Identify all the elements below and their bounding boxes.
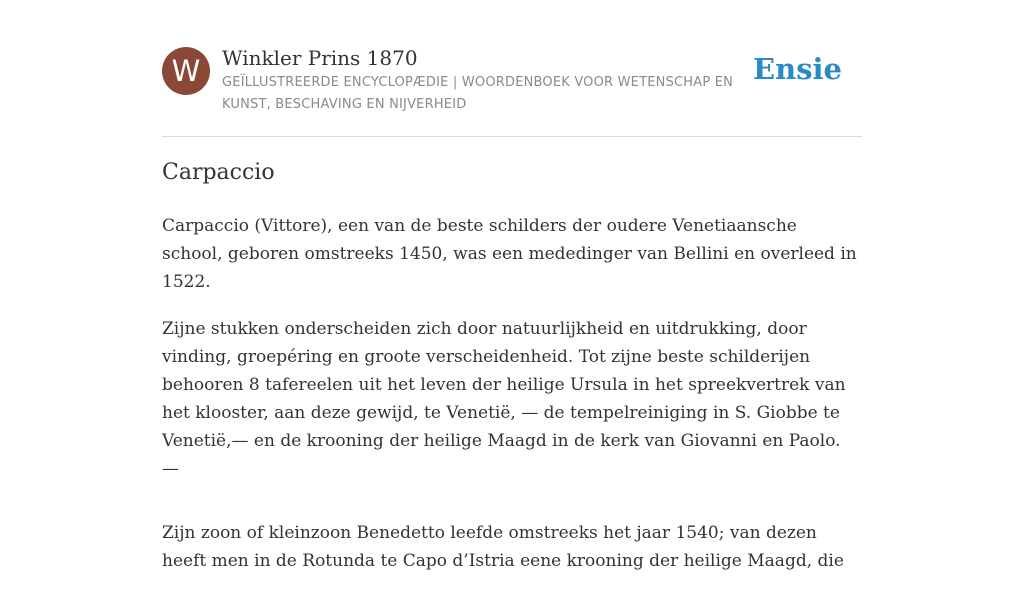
article-paragraph: Zijn zoon of kleinzoon Benedetto leefde omstreeks het jaar 1540; van dezen heeft men in de Rotunda te Capo d’Istria eene krooning der heilige Maagd, die [162,523,844,571]
source-avatar[interactable]: W [162,47,210,95]
article-title: Carpaccio [162,160,275,185]
source-subtitle: GEÏLLUSTREERDE ENCYCLOPÆDIE | WOORDENBOEK VOOR WETENSCHAP EN KUNST, BESCHAVING EN NIJVERHEID [222,75,734,112]
article-body [162,212,862,594]
page-header [162,44,862,137]
article-paragraph: Zijne stukken onderscheiden zich door natuurlijkheid en uitdrukking, door vinding, groepéring en groote verscheidenheid. Tot zijne beste schilderijen behooren 8 tafereelen uit het leven der heilige Ursula in het spreekvertrek van het klooster, aan deze gewijd, te Venetië, — de tempelreiniging in S. Giobbe te Venetië,— en de krooning der heilige Maagd in de kerk van Giovanni en Paolo. — [162,319,846,479]
source-title[interactable]: Winkler Prins 1870 [222,46,418,70]
ensie-logo[interactable]: Ensie [753,52,842,86]
article-paragraph: Carpaccio (Vittore), een van de beste schilders der oudere Venetiaansche school, geboren omstreeks 1450, was een mededinger van Bellini en overleed in 1522. [162,216,857,292]
